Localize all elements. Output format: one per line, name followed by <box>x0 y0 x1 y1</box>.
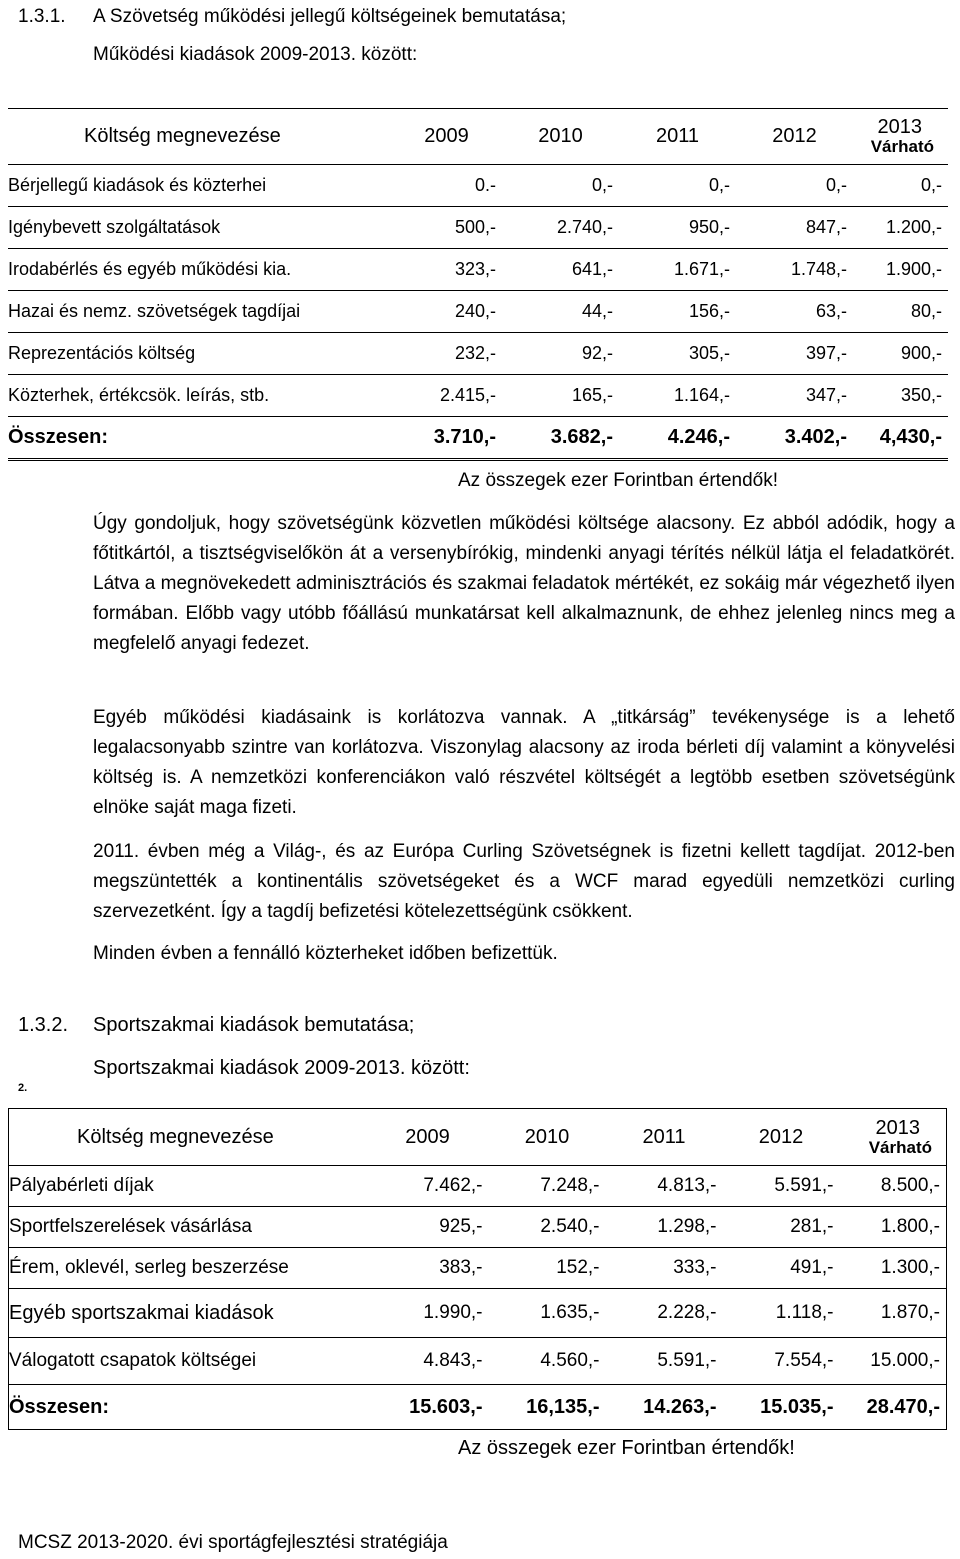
section-2-subtitle: Sportszakmai kiadások 2009-2013. között: <box>93 1057 470 1079</box>
total-value: 3.710,- <box>391 417 502 460</box>
cell-value: 4.813,- <box>606 1166 723 1207</box>
cell-value: 641,- <box>502 249 619 291</box>
cell-value: 1.300,- <box>840 1248 947 1289</box>
header-cost-name: Költség megnevezése <box>8 109 391 165</box>
table-total-row <box>8 417 948 460</box>
cell-value: 232,- <box>391 333 502 375</box>
page-footer: MCSZ 2013-2020. évi sportágfejlesztési stratégiája <box>18 1532 448 1553</box>
section-1-number: 1.3.1. <box>18 6 66 27</box>
row-label: Igénybevett szolgáltatások <box>8 207 391 249</box>
header-year: 2011 <box>606 1109 723 1166</box>
cell-value: 15.000,- <box>840 1338 947 1385</box>
total-value: 3.682,- <box>502 417 619 460</box>
paragraph: Minden évben a fennálló közterheket időben befizettük. <box>93 943 558 964</box>
header-year: 2011 <box>619 109 736 165</box>
cell-value: 92,- <box>502 333 619 375</box>
cell-value: 323,- <box>391 249 502 291</box>
cell-value: 1.990,- <box>367 1289 489 1338</box>
header-year: 2012 <box>736 109 853 165</box>
table-row <box>8 249 948 291</box>
row-label: Irodabérlés és egyéb működési kia. <box>8 249 391 291</box>
cell-value: 7.248,- <box>489 1166 606 1207</box>
cell-value: 281,- <box>723 1207 840 1248</box>
cell-value: 1.748,- <box>736 249 853 291</box>
row-label: Válogatott csapatok költségei <box>9 1338 367 1385</box>
total-value: 28.470,- <box>840 1385 947 1430</box>
table-row <box>9 1166 947 1207</box>
cell-value: 305,- <box>619 333 736 375</box>
cell-value: 0,- <box>853 165 948 207</box>
table-row <box>9 1289 947 1338</box>
header-year: 2010 <box>502 109 619 165</box>
row-label: Érem, oklevél, serleg beszerzése <box>9 1248 367 1289</box>
cell-value: 5.591,- <box>606 1338 723 1385</box>
header-expected: Várható <box>868 1137 932 1157</box>
header-year: 2010 <box>489 1109 606 1166</box>
cell-value: 0,- <box>736 165 853 207</box>
header-year: 2013 <box>875 1116 920 1139</box>
total-value: 4.246,- <box>619 417 736 460</box>
table-1-currency-note: Az összegek ezer Forintban értendők! <box>458 470 779 491</box>
cell-value: 0.- <box>391 165 502 207</box>
cell-value: 950,- <box>619 207 736 249</box>
cell-value: 7.462,- <box>367 1166 489 1207</box>
operating-costs-table <box>8 108 948 461</box>
total-value: 14.263,- <box>606 1385 723 1430</box>
table-row <box>8 207 948 249</box>
section-1-title: A Szövetség működési jellegű költségeinek bemutatása; <box>93 6 567 27</box>
cell-value: 152,- <box>489 1248 606 1289</box>
section-2-number: 1.3.2. <box>18 1014 69 1036</box>
total-label: Összesen: <box>9 1385 367 1430</box>
cell-value: 900,- <box>853 333 948 375</box>
cell-value: 2.740,- <box>502 207 619 249</box>
cell-value: 1.870,- <box>840 1289 947 1338</box>
cell-value: 1.298,- <box>606 1207 723 1248</box>
cell-value: 925,- <box>367 1207 489 1248</box>
header-cost-name: Költség megnevezése <box>9 1109 367 1166</box>
paragraph: Egyéb működési kiadásaink is korlátozva vannak. A „titkárság” tevékenysége is a lehető legalacsonyabb szintre van korlátozva. Viszonylag alacsony az iroda bérleti díj valamint a könyvelési költség is. A nemzetközi konferenciákon való részvétel költségét a legtöbb esetben szövetségünk elnöke saját maga fizeti. <box>93 707 955 818</box>
cell-value: 1.164,- <box>619 375 736 417</box>
row-label: Bérjellegű kiadások és közterhei <box>8 165 391 207</box>
total-value: 15.603,- <box>367 1385 489 1430</box>
cell-value: 333,- <box>606 1248 723 1289</box>
cell-value: 1.118,- <box>723 1289 840 1338</box>
header-year: 2012 <box>723 1109 840 1166</box>
cell-value: 383,- <box>367 1248 489 1289</box>
cell-value: 0,- <box>619 165 736 207</box>
paragraph: Úgy gondoljuk, hogy szövetségünk közvetlen működési költsége alacsony. Ez abból adódik, hogy a főtitkártól, a tisztségviselőkön át a versenybírókig, mindenki anyagi térítés nélkül látja el feladatkörét. Látva a megnövekedett adminisztrációs és szakmai feladatok mértékét, ez sokáig már végezhető ilyen formában. Előbb vagy utóbb főállású munkatársat kell alkalmaznunk, de ehhez jelenleg nincs meg a megfelelő anyagi fedezet. <box>93 513 955 654</box>
table-row <box>8 165 948 207</box>
total-value: 3.402,- <box>736 417 853 460</box>
cell-value: 5.591,- <box>723 1166 840 1207</box>
section-2-title: Sportszakmai kiadások bemutatása; <box>93 1014 415 1036</box>
table-2-currency-note: Az összegek ezer Forintban értendők! <box>458 1437 795 1459</box>
total-value: 15.035,- <box>723 1385 840 1430</box>
cell-value: 1.671,- <box>619 249 736 291</box>
cell-value: 397,- <box>736 333 853 375</box>
table-row <box>9 1207 947 1248</box>
table-header-row <box>8 109 948 165</box>
cell-value: 240,- <box>391 291 502 333</box>
table-row <box>9 1338 947 1385</box>
section-1-subtitle: Működési kiadások 2009-2013. között: <box>93 44 418 65</box>
row-label: Közterhek, értékcsök. leírás, stb. <box>8 375 391 417</box>
cell-value: 80,- <box>853 291 948 333</box>
total-label: Összesen: <box>8 417 391 460</box>
cell-value: 1.800,- <box>840 1207 947 1248</box>
row-label: Pályabérleti díjak <box>9 1166 367 1207</box>
table-header-row <box>9 1109 947 1166</box>
cell-value: 0,- <box>502 165 619 207</box>
cell-value: 165,- <box>502 375 619 417</box>
cell-value: 7.554,- <box>723 1338 840 1385</box>
cell-value: 1.200,- <box>853 207 948 249</box>
cell-value: 4.843,- <box>367 1338 489 1385</box>
header-expected: Várható <box>870 137 934 157</box>
cell-value: 8.500,- <box>840 1166 947 1207</box>
sports-costs-table <box>8 1108 947 1430</box>
cell-value: 347,- <box>736 375 853 417</box>
table-row <box>9 1248 947 1289</box>
cell-value: 2.540,- <box>489 1207 606 1248</box>
table-total-row <box>9 1385 947 1430</box>
cell-value: 500,- <box>391 207 502 249</box>
row-label: Egyéb sportszakmai kiadások <box>9 1289 367 1338</box>
table-row <box>8 333 948 375</box>
cell-value: 350,- <box>853 375 948 417</box>
cell-value: 491,- <box>723 1248 840 1289</box>
table-row <box>8 375 948 417</box>
cell-value: 63,- <box>736 291 853 333</box>
cell-value: 1.635,- <box>489 1289 606 1338</box>
header-year: 2009 <box>391 109 502 165</box>
header-year: 2013 <box>877 116 922 139</box>
paragraph: 2011. évben még a Világ-, és az Európa Curling Szövetségnek is fizetni kellett tagdíjat. 2012-ben megszüntették a kontinentális szövetségeket és a WCF marad egyedüli nemzetközi curling szervezetként. Így a tagdíj befizetési kötelezettségünk csökkent. <box>93 841 955 922</box>
cell-value: 847,- <box>736 207 853 249</box>
cell-value: 44,- <box>502 291 619 333</box>
cell-value: 4.560,- <box>489 1338 606 1385</box>
table-row <box>8 291 948 333</box>
row-label: Sportfelszerelések vásárlása <box>9 1207 367 1248</box>
cell-value: 1.900,- <box>853 249 948 291</box>
total-value: 16,135,- <box>489 1385 606 1430</box>
cell-value: 2.228,- <box>606 1289 723 1338</box>
row-label: Hazai és nemz. szövetségek tagdíjai <box>8 291 391 333</box>
cell-value: 156,- <box>619 291 736 333</box>
list-marker: 2. <box>18 1082 28 1094</box>
row-label: Reprezentációs költség <box>8 333 391 375</box>
total-value: 4,430,- <box>853 417 948 460</box>
cell-value: 2.415,- <box>391 375 502 417</box>
header-year: 2009 <box>367 1109 489 1166</box>
